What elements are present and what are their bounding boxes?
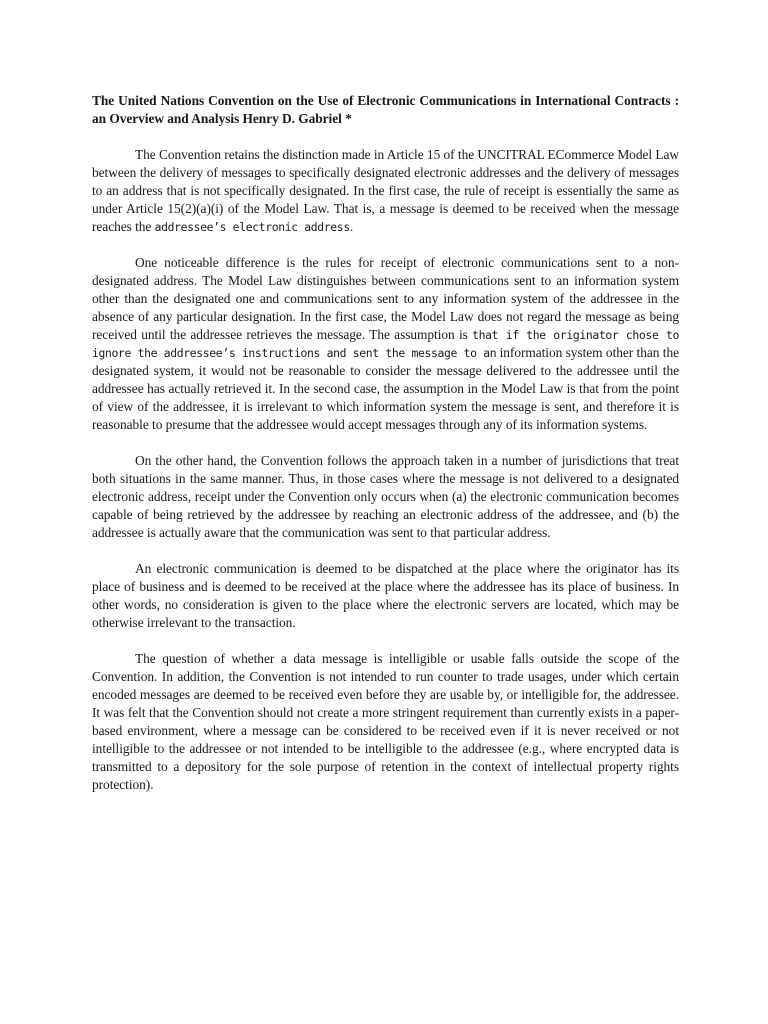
- paragraph-4-text: An electronic communication is deemed to be dispatched at the place where the originator has its place of business and is deemed to be received at the place where the addressee has its place of business. In other words, no consideration is given to the place where the electronic servers are located, which may be otherwise irrelevant to the transaction.: [92, 561, 679, 630]
- paragraph-3-text: On the other hand, the Convention follows the approach taken in a number of jurisdictions that treat both situations in the same manner. Thus, in those cases where the message is not delivered to a designated electronic address, receipt under the Convention only occurs when (a) the electronic communication becomes capable of being retrieved by the addressee by reaching an electronic address of the addressee, and (b) the addressee is actually aware that the communication was sent to that particular address.: [92, 453, 679, 540]
- paragraph-1-tail: .: [349, 219, 354, 234]
- paragraph-4: [92, 560, 679, 632]
- paragraph-2-tail: information system other than the designated system, it would not be reasonable to consider the message delivered to the addressee until the addressee has actually retrieved it. In the second case, the assumption in the Model Law is that from the point of view of the addressee, it is irrelevant to which information system the message is sent, and therefore it is reasonable to presume that the addressee would accept messages through any of its information systems.: [92, 345, 680, 432]
- document-body: [92, 92, 679, 812]
- paragraph-2: [92, 254, 679, 434]
- paragraph-5-text: The question of whether a data message is intelligible or usable falls outside the scope of the Convention. In addition, the Convention is not intended to run counter to trade usages, under which certain encoded messages are deemed to be received even before they are usable by, or intelligible for, the addressee. It was felt that the Convention should not create a more stringent requirement than currently exists in a paper-based environment, where a message can be considered to be received even if it is never received or not intelligible to the addressee or not intended to be intelligible to the addressee (e.g., where encrypted data is transmitted to a depository for the sole purpose of retention in the context of intellectual property rights protection).: [92, 651, 679, 792]
- paragraph-2-mono-text: that if the originator chose to ignore the addressee’s instructions and sent the message to an: [92, 328, 679, 360]
- paragraph-1: [92, 146, 679, 236]
- document-title: The United Nations Convention on the Use of Electronic Communications in International Contracts : an Overview and Analysis Henry D. Gabriel *: [92, 93, 679, 126]
- paragraph-3: [92, 452, 679, 542]
- paragraph-1-mono-text: addressee’s electronic address: [154, 220, 350, 234]
- paragraph-5: [92, 650, 679, 794]
- paragraph-1-text: The Convention retains the distinction made in Article 15 of the UNCITRAL ECommerce Model Law between the delivery of messages to specifically designated electronic addresses and the delivery of messages to an address that is not specifically designated. In the first case, the rule of receipt is essentially the same as under Article 15(2)(a)(i) of the Model Law. That is, a message is deemed to be received when the message reaches the: [92, 147, 679, 234]
- paragraph-2-text: One noticeable difference is the rules for receipt of electronic communications sent to a non-designated address. The Model Law distinguishes between communications sent to an information system other than the designated one and communications sent to any information system of the addressee in the absence of any particular designation. In the first case, the Model Law does not regard the message as being received until the addressee retrieves the message. The assumption is: [92, 255, 679, 342]
